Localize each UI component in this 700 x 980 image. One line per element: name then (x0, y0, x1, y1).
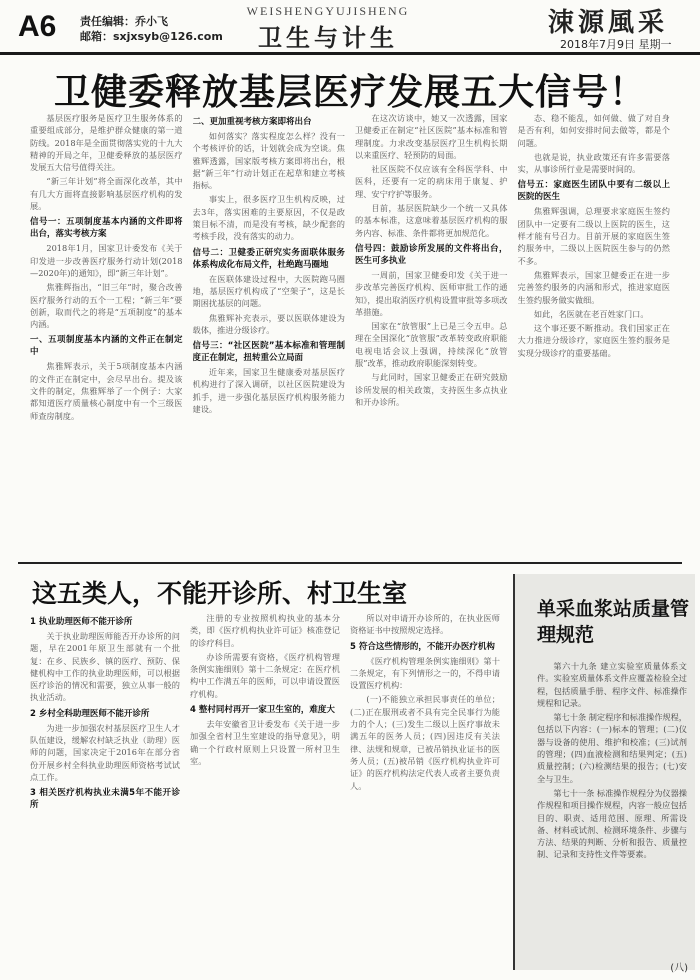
paragraph: 事实上，很多医疗卫生机构反映，过去3年，落实困难的主要原因，不仅是政策目标不清，而是没有考核，缺少配套的考核手段，没有落实的动力。 (192, 194, 345, 242)
section-title: 卫生与计生 (258, 23, 398, 52)
subheading: 信号一：五项制度基本内涵的文件即将出台，落实考核方案 (30, 217, 183, 240)
subheading: 3 相关医疗机构执业未满5年不能开诊所 (30, 788, 180, 811)
paragraph: 焦雅辉表示，关于5项制度基本内涵的文件正在制定中，会尽早出台。提及该文件的制定，焦雅辉举了一个例子：大家都知道医疗质量核心制度中有一个三级医师查房制度。 (30, 361, 183, 421)
sub-article-title: 这五类人，不能开诊所、村卫生室 (32, 579, 408, 608)
subheading: 二、更加重视考核方案即将出台 (192, 117, 312, 127)
paragraph: 社区医院不仅应该有全科医学科、中医科，还要有一定的病床用于康复、护理、安宁疗护等服务。 (355, 164, 508, 199)
editor-name: 责任编辑：乔小飞 (80, 15, 168, 28)
section-pinyin: WEISHENGYUJISHENG (246, 4, 410, 18)
sub-article-body (30, 612, 500, 970)
page-mark: (八) (670, 963, 688, 974)
side-article (513, 574, 695, 970)
side-article-title: 单采血浆站质量管理规范 (537, 598, 690, 646)
paragraph: 关于执业助理医师能否开办诊所的问题，早在2001年原卫生部就有一个批复：在乡、民族乡、镇的医疗、预防、保健机构中工作的执业助理医师，可以根据医疗诊治的情况和需要，独立从事一般的执业活动。 (30, 631, 180, 703)
main-col-2 (193, 112, 346, 556)
paragraph: 焦雅辉强调，总理要求家庭医生签约团队中一定要有二级以上医院的医生，这样才能有号召力。目前开展的家庭医生签约服务中，二级以上医院医生参与的仍然不多。 (517, 206, 670, 266)
side-article-text (537, 660, 687, 863)
paragraph: 第七十条 制定程序和标准操作规程，包括以下内容：(一)标本的管理；(二)仪器与设备的使用、维护和校准；(三)试剂的管理；(四)血液检测和结果判定；(五)质量控制；(六)检测结果的报告；(七)安全与卫生。 (537, 712, 687, 784)
issue-date: 2018年7月9日 星期一 (560, 38, 672, 51)
paragraph: 去年安徽省卫计委发布《关于进一步加强全省村卫生室建设的指导意见》，明确一个行政村原则上只设置一所村卫生室。 (190, 719, 340, 766)
paragraph: 《医疗机构管理条例实施细则》第十二条规定，有下列情形之一的，不得申请设置医疗机构： (350, 655, 500, 691)
paragraph: (一)不能独立承担民事责任的单位；(二)正在服刑或者不具有完全民事行为能力的个人；(三)发生二级以上医疗事故未满五年的医务人员；(四)因违反有关法律、法规和规章，已被吊销执业证书的医务人员；(五)被吊销《医疗机构执业许可证》的医疗机构法定代表人或者主要负责人。 (350, 694, 500, 791)
subheading: 信号五：家庭医生团队中要有二级以上医院的医生 (517, 180, 670, 203)
paragraph: 与此同时，国家卫健委正在研究鼓励诊所发展的相关政策，支持医生多点执业和开办诊所。 (355, 372, 508, 407)
main-col-1 (30, 112, 183, 556)
sub-col-2 (190, 612, 340, 970)
page-header (0, 0, 700, 55)
editor-info (80, 14, 223, 44)
subheading: 信号三：“社区医院”基本标准和管理制度正在制定，扭转重公立局面 (192, 341, 345, 364)
paragraph: 目前，基层医院缺少一个统一又具体的基本标准，这意味着基层医疗机构的服务内容、标准、条件都将更加规范化。 (355, 203, 508, 238)
paragraph: 国家在“放管服”上已是三令五申。总理在全国深化“放管服”改革转变政府职能电视电话会议上强调，持续深化“放管服”改革，推动政府职能深刻转变。 (355, 321, 508, 369)
paragraph: 为进一步加强农村基层医疗卫生人才队伍建设，缓解农村缺乏执业（助理）医师的问题，国家决定于2016年在部分省份开展乡村全科执业助理医师资格考试试点工作。 (30, 722, 180, 782)
paragraph: “新三年计划”将全面深化改革，其中有几大方面将直接影响基层医疗机构的发展。 (30, 176, 183, 212)
paragraph: 办诊所需要有资格，《医疗机构管理条例实施细则》第十二条规定：在医疗机构中工作满五年的医师，可以申请设置医疗机构。 (190, 651, 340, 699)
paragraph: 注册的专业按照机构执业的基本分类，即《医疗机构执业许可证》核准登记的诊疗科目。 (190, 613, 340, 648)
paragraph: 在这次访谈中，她又一次透露，国家卫健委正在制定“社区医院”基本标准和管理制度。力求改变基层医疗卫生机构长期以来重医疗、轻预防的局面。 (355, 113, 508, 160)
paragraph: 一周前，国家卫健委印发《关于进一步改革完善医疗机构、医师审批工作的通知》，提出取消医疗机构设置审批等多项改革措施。 (355, 269, 508, 317)
subheading: 1 执业助理医师不能开诊所 (30, 617, 133, 627)
main-headline: 卫健委释放基层医疗发展五大信号！ (53, 72, 646, 113)
paragraph: 近年来，国家卫生健康委对基层医疗机构进行了深入调研，以社区医院建设为抓手，进一步强化基层医疗机构服务能力建设。 (192, 367, 345, 415)
paragraph: 基层医疗服务是医疗卫生服务体系的重要组成部分，是维护群众健康的第一道防线。2018年是全面贯彻落实党的十九大精神的开局之年，卫健委释放的基层医疗发展五大信号值得关注。 (30, 113, 183, 173)
subheading: 2 乡村全科助理医师不能开诊所 (30, 708, 150, 719)
paragraph: 第六十九条 建立实验室质量体系文件。实验室质量体系文件应覆盖检验全过程，包括质量手册、程序文件、标准操作规程和记录。 (537, 661, 687, 708)
paragraph: 2018年1月，国家卫计委发布《关于印发进一步改善医疗服务行动计划(2018—2020年)的通知》，即“新三年计划”。 (30, 243, 183, 278)
paragraph: 这个事还要不断推动。我们国家正在大力推进分级诊疗，家庭医生签约服务是实现分级诊疗的重要基础。 (517, 323, 670, 358)
newspaper-name: 涑源風采 (548, 8, 669, 38)
paragraph: 也就是说，执业政策还有许多需要落实，从事诊所行业是需要时间的。 (517, 151, 670, 175)
paragraph: 焦雅辉表示，国家卫健委正在进一步完善签约服务的内涵和形式，推进家庭医生签约服务做实做细。 (517, 269, 670, 305)
paragraph: 所以对申请开办诊所的，在执业医师资格证书中按照规定选择。 (350, 613, 500, 636)
main-col-3 (355, 112, 508, 556)
subheading: 5 符合这些情形的，不能开办医疗机构 (350, 641, 495, 652)
paragraph: 态、稳不能乱，如何做、做了对自身是否有利，如何安排时间去做等，都是个问题。 (517, 113, 670, 148)
paragraph: 焦雅辉指出，“旧三年”时，聚合改善医疗服务行动的五个一工程；“新三年”要创新，取而代之的将是“五项制度”的基本内涵。 (30, 282, 183, 330)
subheading: 信号四：鼓励诊所发展的文件将出台，医生可多执业 (355, 243, 508, 266)
paragraph: 焦雅辉补充表示，要以医联体建设为载体，推进分级诊疗。 (192, 312, 345, 335)
paragraph: 第七十一条 标准操作规程分为仪器操作规程和项目操作规程，内容一般应包括目的、职责、适用范围、原理、所需设备、材料或试剂、检测环境条件、步骤与方法、结果的判断、分析和报告、质量控制、记录和支持性文件等要素。 (537, 787, 687, 860)
paragraph: 如何落实？落实程度怎么样？没有一个考核评价的话，计划就会成为空谈。焦雅辉透露，国家版考核方案即将出台，根据“新三年”行动计划正在起草和建立考核指标。 (192, 131, 345, 191)
page-number: A6 (18, 10, 57, 43)
subheading: 4 整村同村再开一家卫生室的，难度大 (190, 705, 335, 716)
sub-col-1 (30, 612, 180, 970)
editor-email: 邮箱：sxjxsyb@126.com (80, 30, 223, 43)
subheading: 信号二：卫健委正研究实务面联体服务体系构成化布局文件，杜绝跑马圈地 (192, 247, 345, 270)
subheading: 一、五项制度基本内涵的文件正在制定中 (30, 335, 183, 358)
sub-col-3 (350, 612, 500, 970)
main-article-body (30, 112, 670, 556)
paragraph: 如此，名医就在老百姓家门口。 (533, 308, 649, 319)
section-divider (18, 562, 682, 564)
paragraph: 在医联体建设过程中，大医院跑马圈地，基层医疗机构成了“空架子”，这是长期困扰基层的问题。 (192, 273, 345, 309)
main-col-4 (518, 112, 671, 556)
